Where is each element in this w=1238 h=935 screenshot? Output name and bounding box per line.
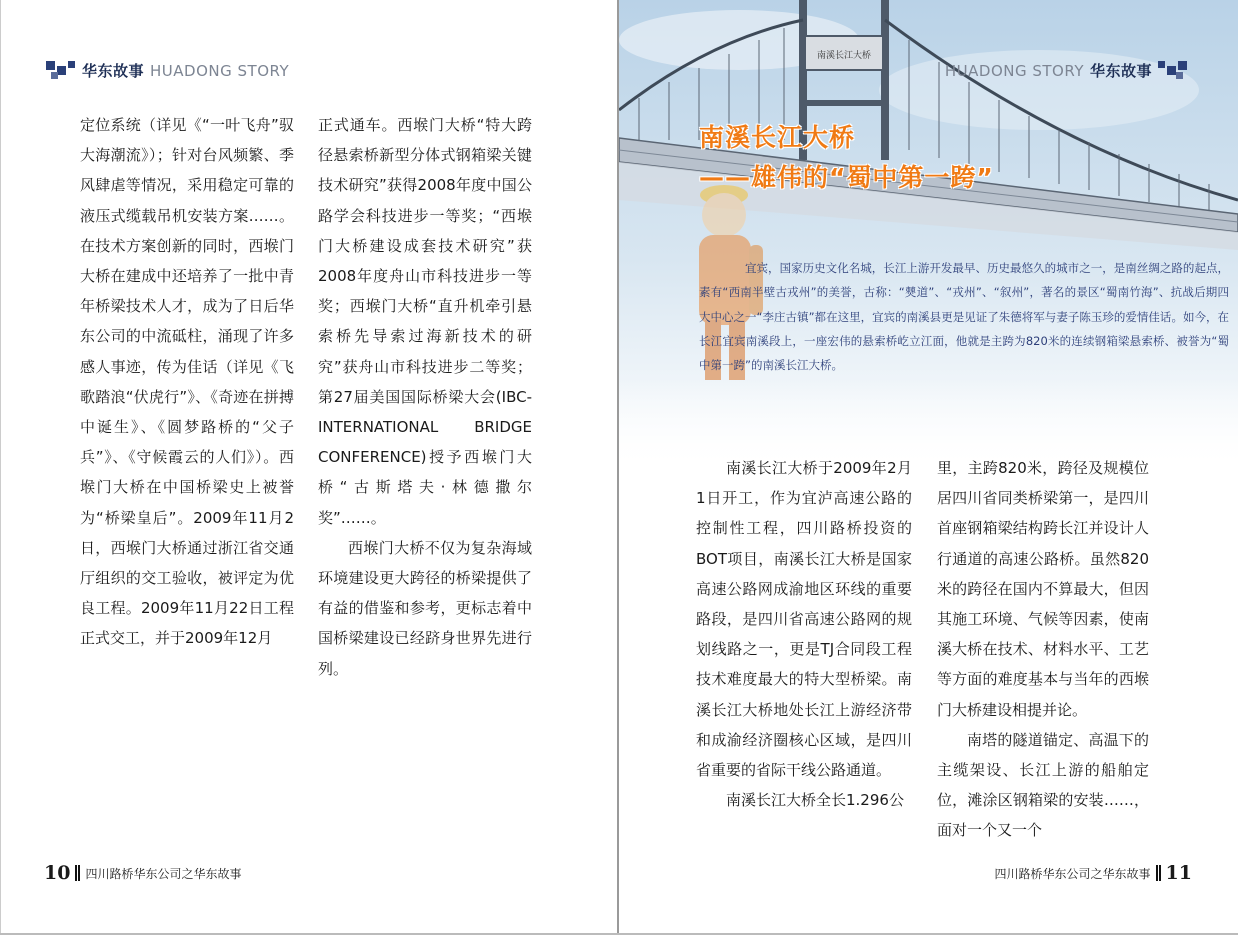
page-edge: [0, 0, 1, 935]
paragraph: 西堠门大桥不仅为复杂海域环境建设更大跨径的桥梁提供了有益的借鉴和参考，更标志着中国桥梁建设已经跻身世界先进行列。: [318, 538, 532, 678]
right-column-2: [937, 453, 1149, 846]
footer-text: 四川路桥华东公司之华东故事: [85, 866, 242, 881]
header-title-en: HUADONG STORY: [150, 61, 290, 80]
divider-bars-icon: [75, 865, 80, 881]
header-title-en: HUADONG STORY: [944, 61, 1084, 80]
footer-right: [995, 862, 1192, 884]
bridge-sign-text: 南溪长江大桥: [816, 51, 872, 61]
paragraph: 南塔的隧道锚定、高温下的主缆架设、长江上游的船舶定位，滩涂区钢箱梁的安装……，面对一个又一个: [937, 730, 1149, 840]
divider-bars-icon: [1156, 865, 1161, 881]
paragraph: 南溪长江大桥全长1.296公: [726, 791, 904, 810]
intro-text: 宜宾，国家历史文化名城，长江上游开发最早、历史最悠久的城市之一，是南丝绸之路的起点，素有“西南半壁古戎州”的美誉，古称：“僰道”、“戎州”、“叙州”，著名的景区“蜀南竹海”、抗战后期四大中心之一“李庄古镇”都在这里，宜宾的南溪县更是见证了朱德将军与妻子陈玉珍的爱情佳话。如今，在长江宜宾南溪段上，一座宏伟的悬索桥屹立江面，他就是主跨为820米的连续钢箱梁悬索桥、被誉为“蜀中第一跨”的南溪长江大桥。: [699, 261, 1229, 373]
header-left: [46, 60, 289, 81]
right-page: [619, 0, 1238, 935]
left-column-2: [318, 110, 532, 684]
paragraph: 定位系统（详见《“一叶飞舟”驭大海潮流》）；针对台风频繁、季风肆虐等情况，采用稳定可靠的液压式缆载吊机安装方案……。在技术方案创新的同时，西堠门大桥在建成中还培养了一批中青年桥梁技术人才，成为了日后华东公司的中流砥柱，涌现了许多感人事迹，传为佳话（详见《飞歌踏浪“伏虎行”》、《奇迹在拼搏中诞生》、《圆梦路桥的“父子兵”》、《守候霞云的人们》）。西堠门大桥在中国桥梁史上被誉为“桥梁皇后”。2009年11月2日，西堠门大桥通过浙江省交通厅组织的交工验收，被评定为优良工程。2009年11月22日工程正式交工，并于2009年12月: [80, 116, 294, 648]
title-line-2: ——雄伟的“蜀中第一跨”: [699, 163, 994, 192]
right-column-1: [696, 453, 912, 815]
page-number: 10: [44, 862, 71, 884]
page-number: 11: [1165, 862, 1192, 884]
left-column-1: [80, 110, 294, 654]
footer-left: [44, 862, 241, 884]
intro-paragraph-block: [699, 256, 1229, 377]
logo-squares-icon: [46, 61, 76, 81]
header-title-cn: 华东故事: [82, 62, 145, 80]
paragraph: 正式通车。西堠门大桥“特大跨径悬索桥新型分体式钢箱梁关键技术研究”获得2008年度中国公路学会科技进步一等奖；“西堠门大桥建设成套技术研究”获2008年度舟山市科技进步一等奖；西堠门大桥“直升机牵引悬索桥先导索过海新技术的研究”获舟山市科技进步二等奖；第27届美国国际桥梁大会(IBC-INTERNATIONAL BRIDGE CONFERENCE)授予西堠门大桥“古斯塔夫·林德撒尔奖”……。: [318, 116, 532, 527]
left-page: [0, 0, 618, 935]
paragraph: 里，主跨820米，跨径及规模位居四川省同类桥梁第一，是四川首座钢箱梁结构跨长江并设计人行通道的高速公路桥。虽然820米的跨径在国内不算最大，但因其施工环境、气候等因素，使南溪大桥在技术、材料水平、工艺等方面的难度基本与当年的西堠门大桥建设相提并论。: [937, 459, 1149, 719]
logo-squares-icon: [1158, 61, 1188, 81]
title-line-1: 南溪长江大桥: [699, 123, 856, 152]
article-title: [699, 118, 994, 198]
footer-text: 四川路桥华东公司之华东故事: [994, 866, 1151, 881]
header-right: [945, 60, 1188, 81]
paragraph: 南溪长江大桥于2009年2月1日开工，作为宜泸高速公路的控制性工程，四川路桥投资的BOT项目，南溪长江大桥是国家高速公路网成渝地区环线的重要路段，是四川省高速公路网的规划线路之一，更是TJ合同段工程技术难度最大的特大型桥梁。南溪长江大桥地处长江上游经济带和成渝经济圈核心区域，是四川省重要的省际干线公路通道。: [696, 459, 912, 780]
header-title-cn: 华东故事: [1089, 62, 1152, 80]
